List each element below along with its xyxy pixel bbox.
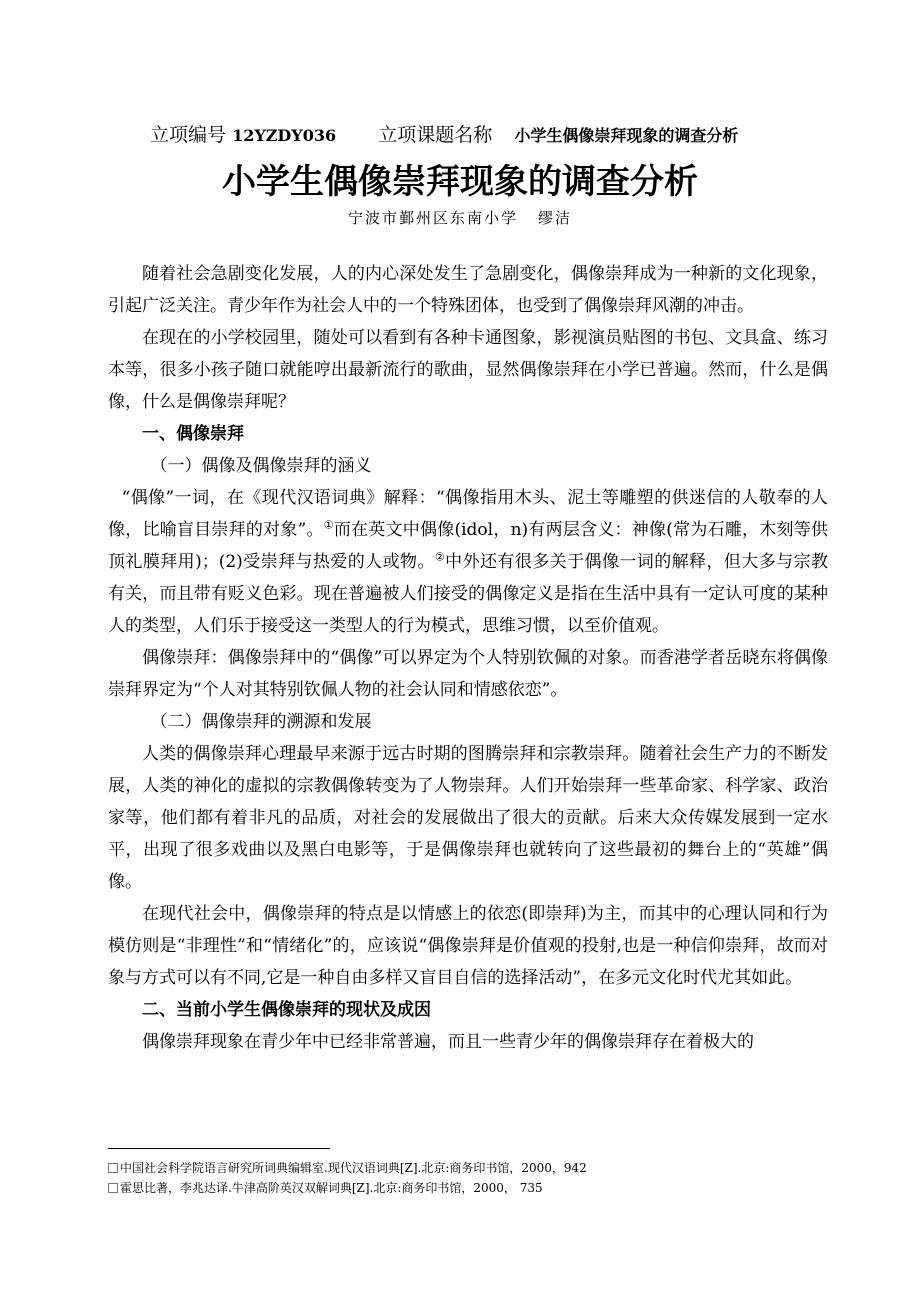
project-title: 小学生偶像崇拜现象的调查分析 bbox=[514, 126, 739, 145]
paragraph bbox=[108, 482, 828, 642]
project-number-label: 立项编号 bbox=[150, 124, 227, 146]
paragraph: 偶像崇拜现象在青少年中已经非常普遍，而且一些青少年的偶像崇拜存在着极大的 bbox=[142, 1032, 754, 1052]
paragraph-text: “偶像”一词，在《现代汉语词典》解释：“偶像指用木头、泥土等雕塑的供迷信的人敬奉的人像，比喻盲目崇拜的对象”。 bbox=[108, 488, 828, 540]
footnote: 中国社会科学院语言研究所词典编辑室.现代汉语词典[Z].北京:商务印书馆，2000，942 bbox=[108, 1158, 828, 1178]
author-name: 缪洁 bbox=[538, 209, 573, 227]
footnote-marker-icon bbox=[108, 1183, 118, 1193]
paragraph: 在现代社会中，偶像崇拜的特点是以情感上的依恋(即崇拜)为主，而其中的心理认同和行为模仿则是“非理性”和“情绪化”的，应该说“偶像崇拜是价值观的投射,也是一种信仰崇拜，故而对象与方式可以有不同,它是一种自由多样又盲目自信的选择活动”，在多元文化时代尤其如此。 bbox=[108, 904, 828, 988]
author-line bbox=[0, 206, 920, 230]
section-heading: 二、当前小学生偶像崇拜的现状及成因 bbox=[142, 1000, 431, 1020]
paragraph-text: 而在英文中偶像(idol，n)有两层含义：神像(常为石雕，木刻等供顶礼膜拜用)；(2)受崇拜与热爱的人或物。 bbox=[108, 520, 828, 572]
footnote-divider bbox=[108, 1148, 330, 1149]
footnote-ref[interactable]: ① bbox=[323, 518, 334, 532]
project-info-line bbox=[150, 120, 850, 151]
footnote: 霍思比著，李兆达译.牛津高阶英汉双解词典[Z].北京:商务印书馆，2000， 735 bbox=[108, 1178, 828, 1198]
footnote-ref[interactable]: ② bbox=[434, 550, 446, 564]
document-title: 小学生偶像崇拜现象的调查分析 bbox=[222, 162, 698, 202]
project-title-label: 立项课题名称 bbox=[378, 124, 493, 146]
paragraph: 在现在的小学校园里，随处可以看到有各种卡通图象，影视演员贴图的书包、文具盒、练习本等，很多小孩子随口就能哼出最新流行的歌曲，显然偶像崇拜在小学已普遍。然而，什么是偶像，什么是偶像崇拜呢？ bbox=[108, 328, 828, 412]
document-body bbox=[108, 258, 828, 1058]
footnote-marker-icon bbox=[108, 1163, 118, 1173]
subsection-heading: （二）偶像崇拜的溯源和发展 bbox=[150, 712, 372, 732]
paragraph: 偶像崇拜：偶像崇拜中的“偶像”可以界定为个人特别钦佩的对象。而香港学者岳晓东将偶像崇拜界定为“个人对其特别钦佩人物的社会认同和情感依恋”。 bbox=[108, 648, 828, 700]
paragraph: 随着社会急剧变化发展，人的内心深处发生了急剧变化，偶像崇拜成为一种新的文化现象，引起广泛关注。青少年作为社会人中的一个特殊团体，也受到了偶像崇拜风潮的冲击。 bbox=[108, 264, 828, 316]
subsection-heading: （一）偶像及偶像崇拜的涵义 bbox=[150, 456, 372, 476]
project-number: 12YZDY036 bbox=[232, 126, 337, 145]
paragraph: 人类的偶像崇拜心理最早来源于远古时期的图腾崇拜和宗教崇拜。随着社会生产力的不断发展，人类的神化的虚拟的宗教偶像转变为了人物崇拜。人们开始崇拜一些革命家、科学家、政治家等，他们都有着非凡的品质，对社会的发展做出了很大的贡献。后来大众传媒发展到一定水平，出现了很多戏曲以及黑白电影等，于是偶像崇拜也就转向了这些最初的舞台上的“英雄”偶像。 bbox=[108, 744, 828, 892]
paragraph-text: 中外还有很多关于偶像一词的解释，但大多与宗教有关，而且带有贬义色彩。现在普遍被人们接受的偶像定义是指在生活中具有一定认可度的某种人的类型，人们乐于接受这一类型人的行为模式，思维习惯，以至价值观。 bbox=[108, 552, 829, 636]
section-heading: 一、偶像崇拜 bbox=[142, 424, 244, 444]
author-affiliation: 宁波市鄞州区东南小学 bbox=[347, 209, 518, 227]
footnotes bbox=[108, 1158, 828, 1198]
